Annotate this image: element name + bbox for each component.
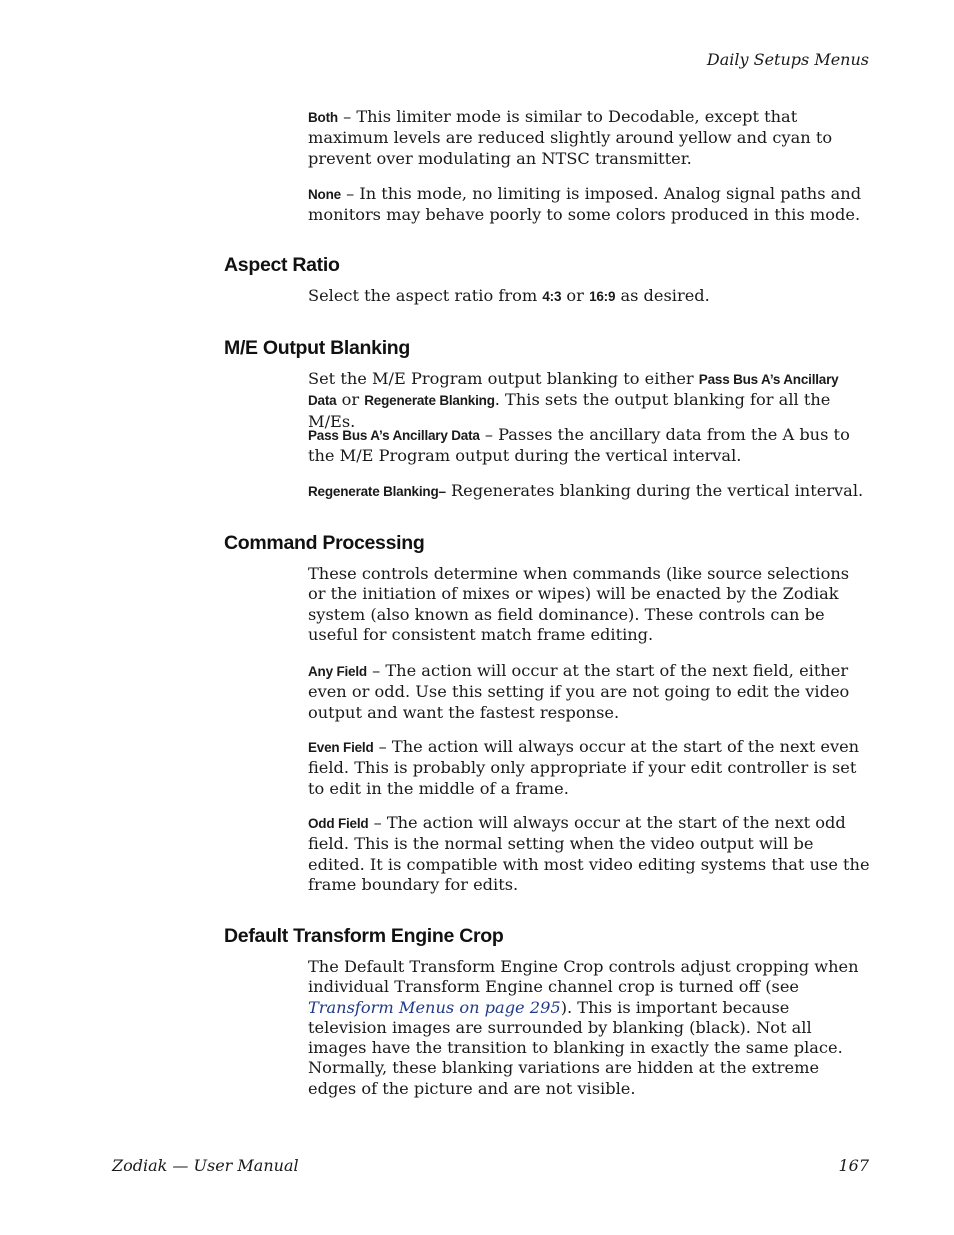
- running-header: Daily Setups Menus: [706, 50, 869, 69]
- pass-bus-text: – Passes the ancillary data from the A bus to the M/E Program output during the vertical interval.: [308, 425, 850, 466]
- any-field-paragraph: [308, 661, 870, 723]
- aspect-text-c: as desired.: [615, 286, 710, 305]
- me-text-a: Set the M/E Program output blanking to either: [308, 369, 699, 388]
- transform-menus-link[interactable]: Transform Menus: [308, 997, 455, 1017]
- regenerate-paragraph: [308, 481, 870, 502]
- command-intro-paragraph: These controls determine when commands (like source selections or the initiation of mixes or wipes) will be enacted by the Zodiak system (also known as field dominance). These controls can be useful for consistent match frame editing.: [308, 564, 850, 644]
- any-field-text: – The action will occur at the start of the next field, either even or odd. Use this setting if you are not going to edit the video output and want the fastest response.: [308, 661, 850, 722]
- crop-text-b: ). This is important because television images are surrounded by blanking (black). Not all images have the transition to blanking in exactly the same place. Normally, these blanking variations are hidden at the extreme edges of the picture and are not visible.: [308, 997, 843, 1098]
- me-output-paragraph: [308, 369, 870, 432]
- term-pass-bus: Pass Bus A’s Ancillary Data: [308, 428, 480, 443]
- none-paragraph: [308, 184, 870, 226]
- aspect-ratio-paragraph: [308, 286, 870, 307]
- both-text: – This limiter mode is similar to Decodable, except that maximum levels are reduced slightly around yellow and cyan to prevent over modulating an NTSC transmitter.: [308, 107, 833, 168]
- option-pass-bus: Pass Bus A’s Ancillary Data: [308, 372, 839, 409]
- none-text: – In this mode, no limiting is imposed. Analog signal paths and monitors may behave poorly to some colors produced in this mode.: [308, 184, 862, 225]
- option-16-9: 16:9: [589, 289, 616, 304]
- footer-manual-title: Zodiak — User Manual: [112, 1156, 299, 1175]
- term-any-field: Any Field: [308, 664, 367, 679]
- aspect-text-b: or: [561, 286, 590, 305]
- term-regenerate: Regenerate Blanking–: [308, 484, 446, 499]
- crop-paragraph: [308, 957, 870, 1099]
- me-text-b: or: [336, 390, 365, 410]
- even-field-text: – The action will always occur at the start of the next even field. This is probably only appropriate if your edit controller is set to edit in the middle of a frame.: [308, 737, 860, 798]
- pass-bus-paragraph: [308, 425, 870, 467]
- crop-text-a: The Default Transform Engine Crop controls adjust cropping when individual Transform Engine channel crop is turned off (see: [308, 957, 859, 997]
- odd-field-paragraph: [308, 813, 870, 895]
- term-none: None: [308, 187, 341, 202]
- crop-heading: Default Transform Engine Crop: [224, 925, 504, 947]
- aspect-ratio-heading: Aspect Ratio: [224, 254, 340, 276]
- term-odd-field: Odd Field: [308, 816, 369, 831]
- even-field-paragraph: [308, 737, 870, 799]
- page-295-link[interactable]: on page 295: [459, 997, 561, 1017]
- me-text-c: . This sets the output blanking for all the M/Es.: [308, 390, 831, 431]
- option-4-3: 4:3: [542, 289, 562, 304]
- odd-field-text: – The action will always occur at the start of the next odd field. This is the normal setting when the video output will be edited. It is compatible with most video editing systems that use the frame boundary for edits.: [308, 813, 870, 894]
- option-regenerate: Regenerate Blanking: [364, 393, 495, 409]
- me-output-heading: M/E Output Blanking: [224, 337, 411, 359]
- aspect-text-a: Select the aspect ratio from: [308, 286, 543, 305]
- term-both: Both: [308, 110, 338, 125]
- term-even-field: Even Field: [308, 740, 374, 755]
- page-number: 167: [838, 1156, 869, 1175]
- both-paragraph: [308, 107, 870, 169]
- command-processing-heading: Command Processing: [224, 532, 425, 554]
- regenerate-text: Regenerates blanking during the vertical interval.: [445, 481, 864, 500]
